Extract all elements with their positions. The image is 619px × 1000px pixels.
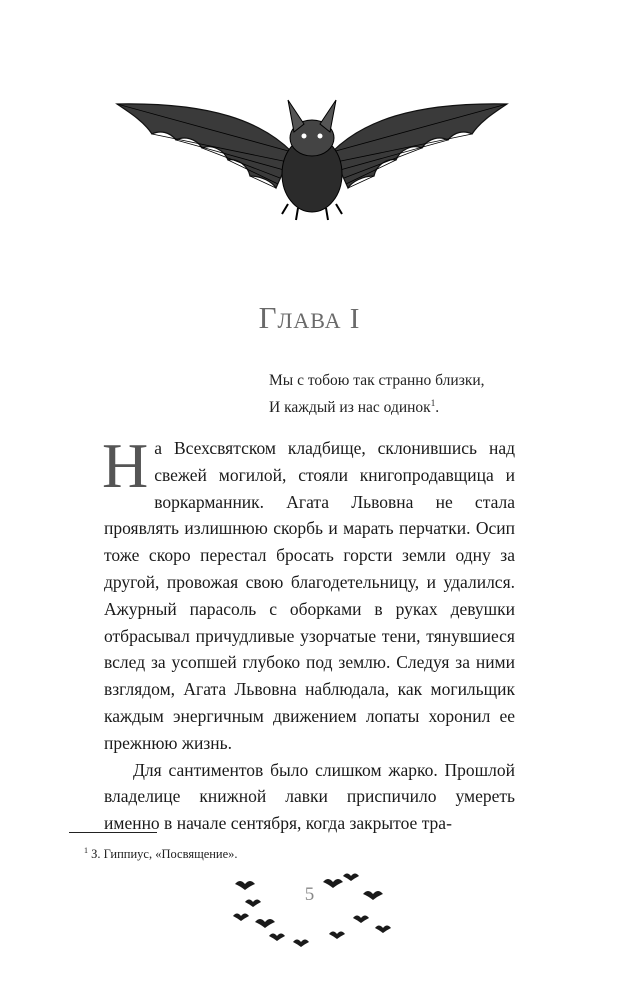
bat-illustration-icon — [112, 92, 512, 222]
epigraph-line-1: Мы с тобою так странно близки, — [269, 372, 485, 389]
footnote-text: З. Гиппиус, «Посвящение». — [88, 847, 238, 862]
body-text — [102, 430, 515, 837]
footnote-reference: 1 — [430, 398, 436, 408]
chapter-title — [0, 300, 619, 336]
drop-cap: Н — [102, 430, 149, 501]
paragraph-1 — [102, 430, 515, 757]
chapter-title-initial: Г — [258, 300, 278, 335]
page-number: 5 — [304, 884, 315, 905]
epigraph-line-2-text: И каждый из нас одинок — [269, 399, 431, 417]
footnote-divider — [69, 832, 157, 833]
chapter-title-word: ЛАВА — [277, 308, 342, 333]
epigraph — [269, 370, 485, 419]
paragraph-2: Для сантиментов было слишком жарко. Прошлой владелице книжной лавки приспичило умереть именно в начале сентября, когда закрытое тра- — [104, 759, 515, 834]
epigraph-line-2-end: . — [435, 399, 440, 417]
footnote — [84, 846, 238, 862]
footnote-number: 1 — [84, 846, 88, 855]
chapter-numeral: I — [349, 303, 361, 335]
paragraph-1-text: а Всехсвятском кладбище, склонившись над свежей могилой, стояли книгопродавщица и воркарманник. Агата Львовна не стала проявлять излишнюю скорбь и марать перчатки. Осип тоже скоро перестал бросать горсти земли одну за другой, провожая свою благодетельницу, и удалился. Ажурный парасоль с оборками в руках девушки отбрасывал причудливые узорчатые тени, тянувшиеся вслед за усопшей глубоко под землю. Следуя за ними взглядом, Агата Львовна наблюдала, как могильщик каждым энергичным движением лопаты хоронил ее прежнюю жизнь. — [104, 438, 515, 753]
epigraph-line-2 — [269, 392, 485, 419]
